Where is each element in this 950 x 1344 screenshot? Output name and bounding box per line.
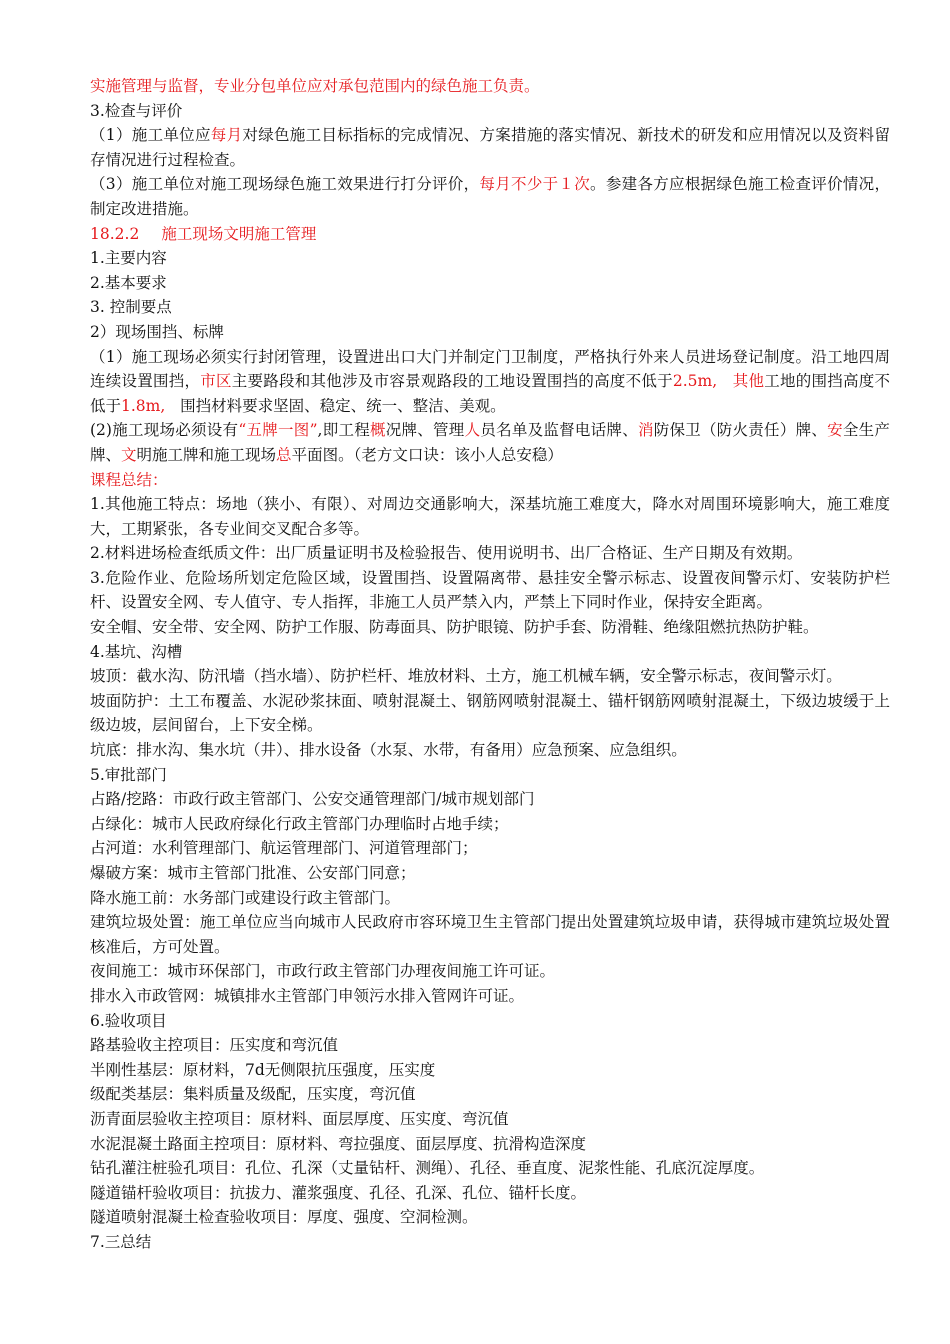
list-item-control-points: 3. 控制要点 [90,298,172,317]
paragraph-five-signs-one-map: (2)施工现场必须设有“五牌一图”,即工程概况牌、管理人员名单及监督电话牌、消防保卫（防火责任）牌、安全生产牌、文明施工牌和施工现场总平面图。（老方文口诀：该小人总安稳） [90,421,890,464]
approval-night-work: 夜间施工：城市环保部门，市政行政主管部门办理夜间施工许可证。 [90,962,556,981]
approval-river: 占河道：水利管理部门、航运管理部门、河道管理部门； [90,839,478,858]
summary-item-4-slope-top: 坡顶：截水沟、防汛墙（挡水墙）、防护栏杆、堆放材料、土方，施工机械车辆，安全警示标志，夜间警示灯。 [90,667,842,686]
paragraph-scoring: （3）施工单位对施工现场绿色施工效果进行打分评价，每月不少于１次。参建各方应根据绿色施工检查评价情况，制定改进措施。 [90,175,890,218]
summary-item-4: 4.基坑、沟槽 [90,642,183,661]
summary-item-7: 7.三总结 [90,1232,152,1251]
acceptance-semirigid-base: 半刚性基层：原材料，7d无侧限抗压强度，压实度 [90,1060,436,1079]
acceptance-tunnel-anchor: 隧道锚杆验收项目：抗拔力、灌浆强度、孔径、孔深、孔位、锚杆长度。 [90,1183,587,1202]
summary-item-5: 5.审批部门 [90,765,167,784]
paragraph-fence: （1）施工现场必须实行封闭管理，设置进出口大门并制定门卫制度，严格执行外来人员进场登记制度。沿工地四周连续设置围挡，市区主要路段和其他涉及市容景观路段的工地设置围挡的高度不低于2.5m, 其他工地的围挡高度不低于1.8m, 围挡材料要求坚固、稳定、统一、整洁、美观。 [90,347,890,415]
summary-item-4-slope-face: 坡面防护：土工布覆盖、水泥砂浆抹面、喷射混凝土、钢筋网喷射混凝土、锚杆钢筋网喷射混凝土，下级边坡缓于上级边坡，层间留台，上下安全梯。 [90,691,890,735]
approval-road: 占路/挖路：市政行政主管部门、公安交通管理部门/城市规划部门 [90,790,535,809]
summary-item-6: 6.验收项目 [90,1011,167,1030]
course-summary-title: 课程总结： [90,470,168,489]
heading-check-evaluation: 3.检查与评价 [90,101,183,120]
approval-waste: 建筑垃圾处置：施工单位应当向城市人民政府市容环境卫生主管部门提出处置建筑垃圾申请，获得城市建筑垃圾处置核准后，方可处置。 [90,913,890,956]
summary-item-2: 2.材料进场检查纸质文件：出厂质量证明书及检验报告、使用说明书、出厂合格证、生产日期及有效期。 [90,544,803,563]
intro-line: 实施管理与监督，专业分包单位应对承包范围内的绿色施工负责。 [90,77,540,95]
acceptance-subgrade: 路基验收主控项目：压实度和弯沉值 [90,1036,339,1055]
acceptance-asphalt: 沥青面层验收主控项目：原材料、面层厚度、压实度、弯沉值 [90,1109,509,1128]
summary-item-4-pit-bottom: 坑底：排水沟、集水坑（井）、排水设备（水泵、水带，有备用）应急预案、应急组织。 [90,741,687,760]
acceptance-concrete-pavement: 水泥混凝土路面主控项目：原材料、弯拉强度、面层厚度、抗滑构造深度 [90,1134,587,1153]
document-page [90,74,890,1255]
approval-dewatering: 降水施工前：水务部门或建设行政主管部门。 [90,888,401,907]
summary-item-3-ppe: 安全帽、安全带、安全网、防护工作服、防毒面具、防护眼镜、防护手套、防滑鞋、绝缘阻燃抗热防护鞋。 [90,618,819,637]
summary-item-1: 1.其他施工特点：场地（狭小、有限）、对周边交通影响大，深基坑施工难度大，降水对周围环境影响大，施工难度大，工期紧张，各专业间交叉配合多等。 [90,495,890,538]
approval-drainage: 排水入市政管网：城镇排水主管部门申领污水排入管网许可证。 [90,986,525,1005]
paragraph-monthly-check: （1）施工单位应每月对绿色施工目标指标的完成情况、方案措施的落实情况、新技术的研发和应用情况以及资料留存情况进行过程检查。 [90,126,890,169]
acceptance-bored-pile: 钻孔灌注桩验孔项目：孔位、孔深（丈量钻杆、测绳）、孔径、垂直度、泥浆性能、孔底沉淀厚度。 [90,1159,765,1178]
acceptance-graded-base: 级配类基层：集料质量及级配，压实度，弯沉值 [90,1085,416,1104]
list-item-fence-signs: 2）现场围挡、标牌 [90,322,224,341]
list-item-basic-requirements: 2.基本要求 [90,273,167,292]
approval-green: 占绿化：城市人民政府绿化行政主管部门办理临时占地手续； [90,814,509,833]
list-item-main-content: 1.主要内容 [90,249,167,268]
acceptance-shotcrete: 隧道喷射混凝土检查验收项目：厚度、强度、空洞检测。 [90,1208,478,1227]
summary-item-3: 3.危险作业、危险场所划定危险区域，设置围挡、设置隔离带、悬挂安全警示标志、设置夜间警示灯、安装防护栏杆、设置安全网、专人值守、专人指挥，非施工人员严禁入内，严禁上下同时作业，保持安全距离。 [90,568,890,612]
section-heading-civilized-construction: 18.2.2 施工现场文明施工管理 [90,224,317,243]
approval-blasting: 爆破方案：城市主管部门批准、公安部门同意； [90,864,416,882]
